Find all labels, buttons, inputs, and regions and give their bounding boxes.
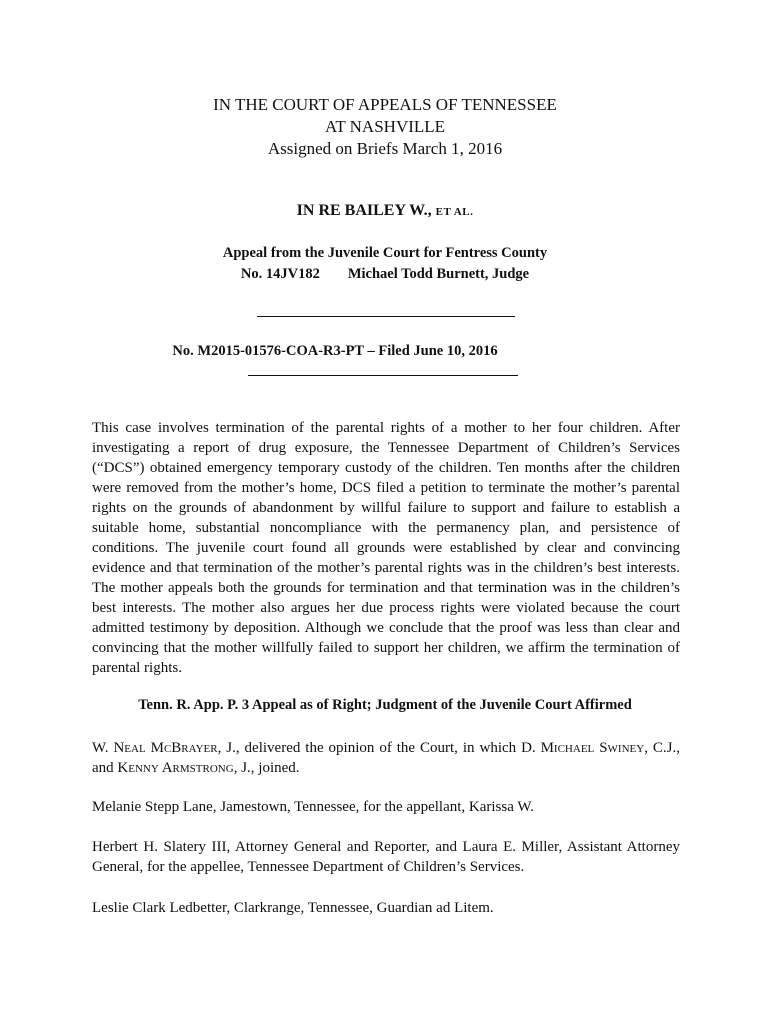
judge-swiney: D. Michael Swiney <box>521 740 645 756</box>
judge-armstrong: Kenny Armstrong <box>117 760 234 776</box>
trial-case-number: No. 14JV182 <box>240 266 320 282</box>
court-location: AT NASHVILLE <box>324 117 446 136</box>
case-title <box>0 202 770 220</box>
counsel-appellee: Herbert H. Slatery III, Attorney General and Reporter, and Laura E. Miller, Assistant Attorney General, for the appellee, Tennessee Department of Children’s Services. <box>92 839 680 875</box>
docket-line <box>0 343 770 360</box>
guardian-ad-litem: Leslie Clark Ledbetter, Clarkrange, Tennessee, Guardian ad Litem. <box>92 900 494 916</box>
case-name-suffix: ET AL. <box>435 206 474 218</box>
divider-top <box>257 316 515 317</box>
case-summary: This case involves termination of the parental rights of a mother to her four children. After investigating a report of drug exposure, the Tennessee Department of Children’s Services (“DCS”) obtained emergency temporary custody of the children. Ten months after the children were removed from the mother’s home, DCS filed a petition to terminate the mother’s parental rights on the grounds of abandonment by willful failure to support and failure to establish a suitable home, substantial noncompliance with the permanency plan, and persistence of conditions. The juvenile court found all grounds were established by clear and convincing evidence and that termination of the mother’s parental rights was in the children’s best interests. The mother appeals both the grounds for termination and that termination was in the children’s best interests. The mother also argues her due process rights were violated because the court admitted testimony by deposition. Although we conclude that the proof was less than clear and convincing that the mother willfully failed to support her children, we affirm the termination of parental rights. <box>92 420 680 676</box>
trial-judge: Michael Todd Burnett, Judge <box>347 266 530 282</box>
court-name: IN THE COURT OF APPEALS OF TENNESSEE <box>213 95 557 114</box>
assigned-date: Assigned on Briefs March 1, 2016 <box>267 139 503 158</box>
opinion-attribution: W. Neal McBrayer, J., delivered the opinion of the Court, in which D. Michael Swiney, C.J., and Kenny Armstrong, J., joined. <box>92 740 680 776</box>
court-header <box>0 94 770 160</box>
holding: Tenn. R. App. P. 3 Appeal as of Right; Judgment of the Juvenile Court Affirmed <box>138 697 632 713</box>
appeal-from: Appeal from the Juvenile Court for Fentress County <box>222 245 548 261</box>
divider-bottom <box>248 375 518 376</box>
counsel-appellant: Melanie Stepp Lane, Jamestown, Tennessee, for the appellant, Karissa W. <box>92 799 534 815</box>
appeal-info <box>0 243 770 285</box>
docket-number: No. M2015-01576-COA-R3-PT – Filed June 10, 2016 <box>172 343 498 359</box>
case-name: IN RE BAILEY W., <box>296 202 432 219</box>
opinion-author: W. Neal McBrayer <box>92 740 218 756</box>
